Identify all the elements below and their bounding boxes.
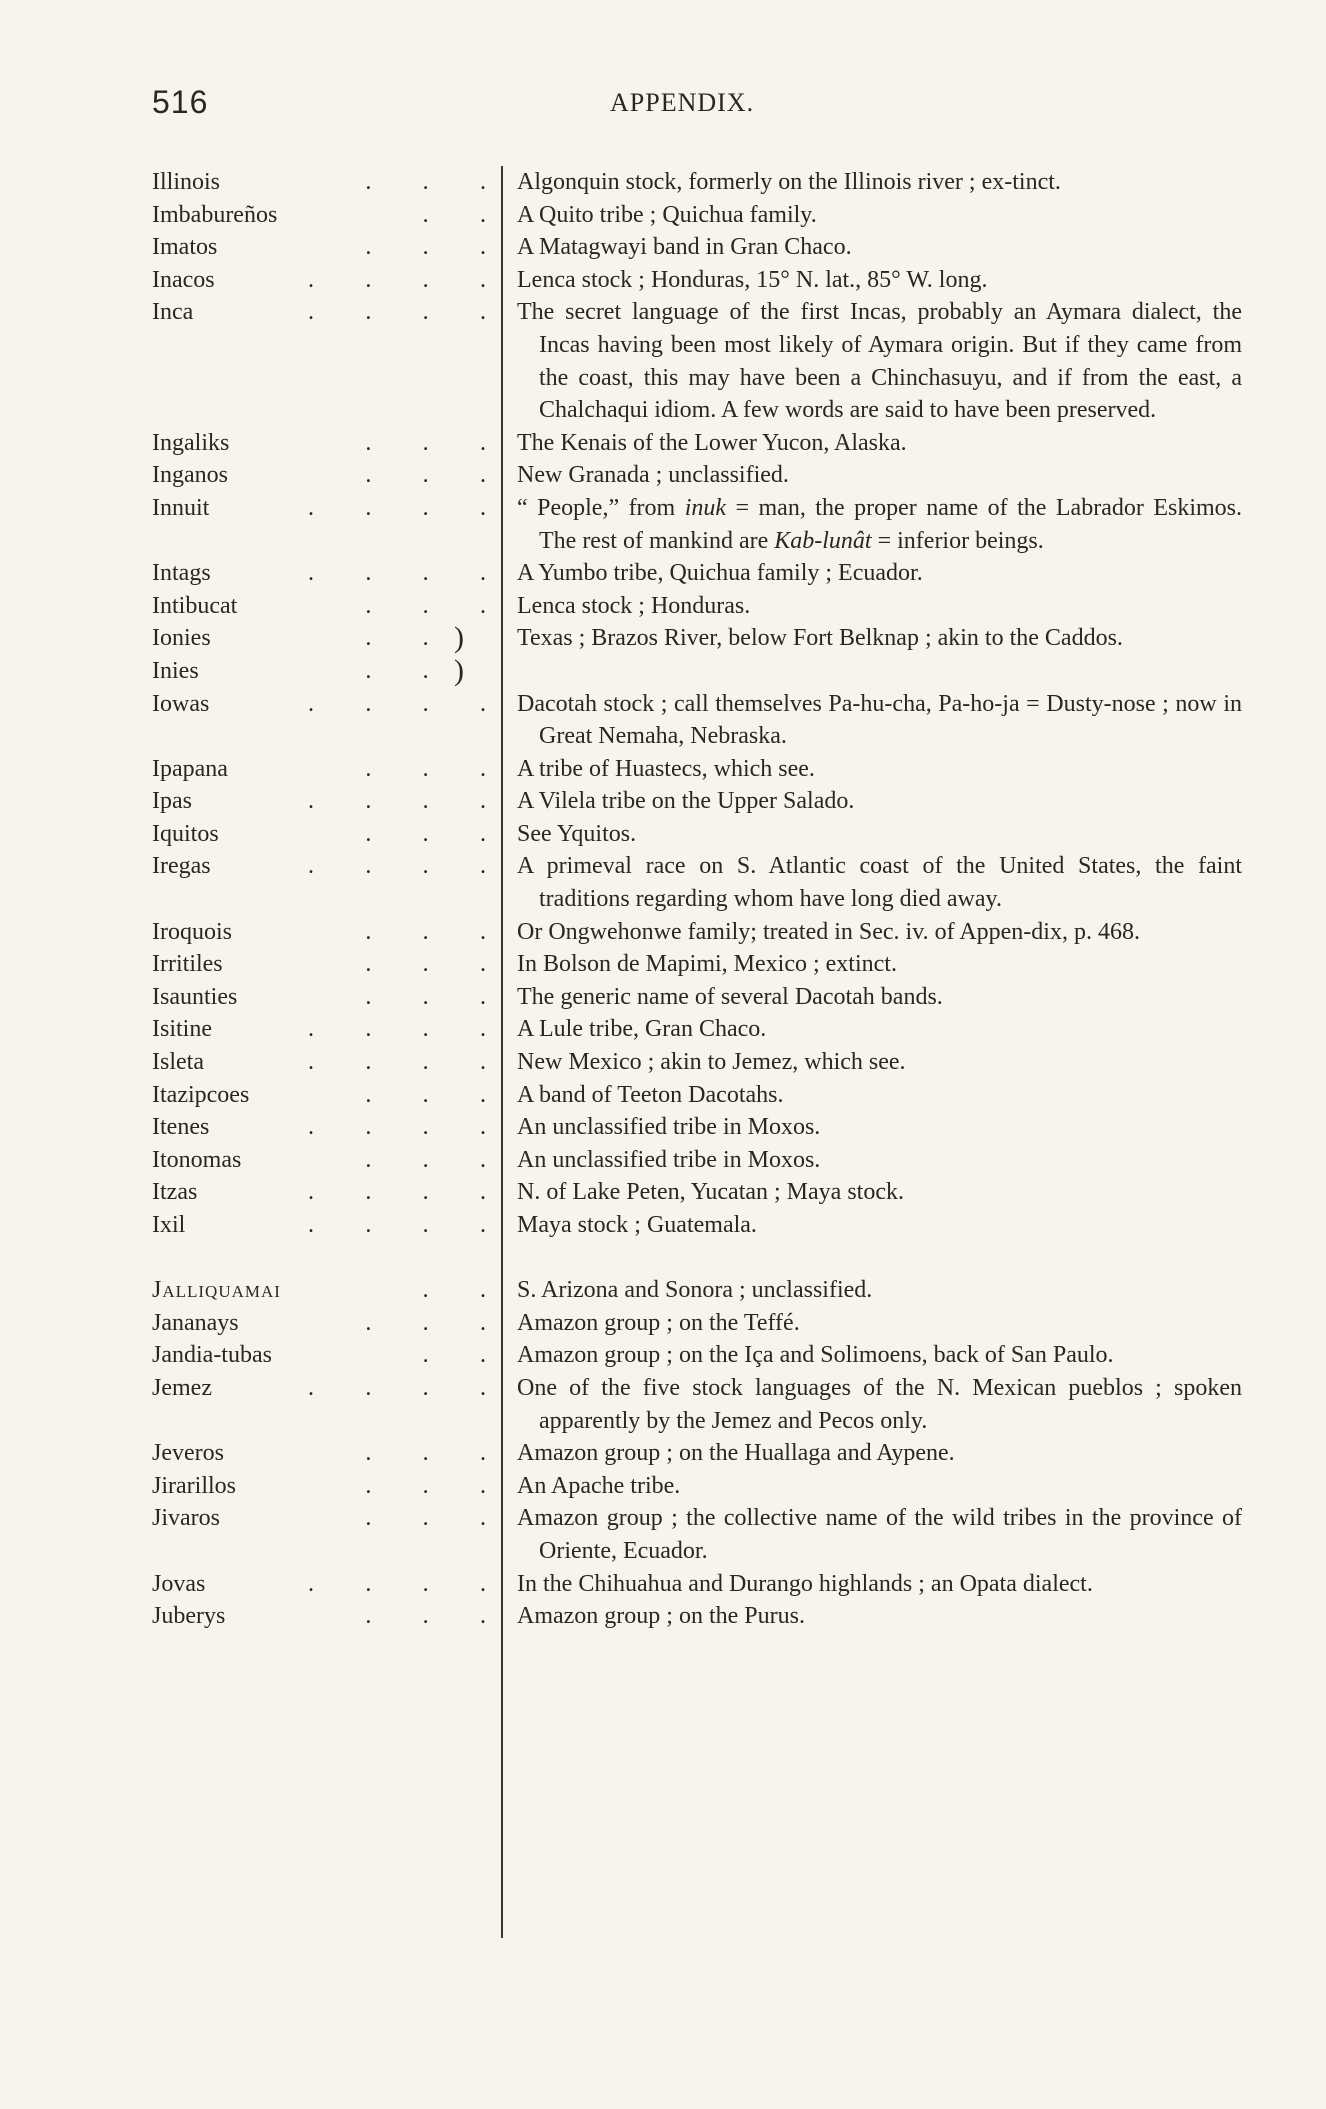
- definition: Amazon group ; on the Huallaga and Aypene.: [517, 1440, 955, 1467]
- definition: A Vilela tribe on the Upper Salado.: [517, 788, 855, 815]
- dot-leader: . . . .: [308, 1212, 486, 1238]
- definition: The secret language of the first Incas, probably an Aymara dialect, the Incas having been most likely of Aymara origin. But if they came from the coast, this may have been a Chinchasuyu, and if from the east, a Chalchaqui idiom. A few words are said to have been preserved.: [517, 299, 1242, 424]
- entry-intags: [152, 557, 1242, 590]
- dot-leader: . . . .: [308, 788, 486, 815]
- entry-inca: [152, 296, 1242, 426]
- dot-leader: . .: [365, 625, 429, 652]
- dot-leader: . . . .: [308, 1374, 486, 1401]
- dot-leader: . . .: [365, 918, 486, 945]
- entry-jovas: [152, 1568, 1242, 1601]
- dot-leader: . . . .: [308, 853, 486, 880]
- definition: Algonquin stock, formerly on the Illinois river ; ex-tinct.: [517, 169, 1061, 195]
- definition: Amazon group ; on the Teffé.: [517, 1309, 800, 1336]
- entry-imatos: [152, 231, 1242, 264]
- dot-leader: . .: [422, 1277, 486, 1304]
- term: Ipas: [152, 788, 192, 815]
- definition: In Bolson de Mapimi, Mexico ; extinct.: [517, 951, 897, 978]
- term: Inca: [152, 299, 194, 326]
- definition: Or Ongwehonwe family; treated in Sec. iv. of Appen-dix, p. 468.: [517, 918, 1140, 945]
- dot-leader: . . . .: [308, 1016, 486, 1043]
- entry-jeveros: [152, 1437, 1242, 1470]
- entry-ipapana: [152, 753, 1242, 786]
- dot-leader: . .: [422, 201, 486, 228]
- dot-leader: . . .: [365, 169, 486, 195]
- term: Itenes: [152, 1114, 210, 1141]
- definition: Maya stock ; Guatemala.: [517, 1212, 757, 1238]
- entry-isleta: [152, 1046, 1242, 1079]
- entry-jandia-tubas: [152, 1339, 1242, 1372]
- definition: A Yumbo tribe, Quichua family ; Ecuador.: [517, 560, 923, 587]
- definition: The generic name of several Dacotah bands.: [517, 983, 943, 1010]
- entry-ixil: [152, 1209, 1242, 1242]
- entry-itazipcoes: [152, 1079, 1242, 1112]
- entry-jalliquamai: [152, 1274, 1242, 1307]
- entry-inganos: [152, 459, 1242, 492]
- term: Jovas: [152, 1570, 206, 1597]
- definition: An Apache tribe.: [517, 1472, 681, 1499]
- entry-innuit: [152, 492, 1242, 557]
- definition: A band of Teeton Dacotahs.: [517, 1081, 784, 1108]
- entry-inacos: [152, 264, 1242, 297]
- entry-iowas: [152, 688, 1242, 753]
- entry-itonomas: [152, 1144, 1242, 1177]
- entry-iregas: [152, 850, 1242, 915]
- definition: In the Chihuahua and Durango highlands ; an Opata dialect.: [517, 1570, 1093, 1597]
- entry-isitine: [152, 1013, 1242, 1046]
- dot-leader: . . .: [365, 820, 486, 847]
- running-head: APPENDIX.: [610, 88, 755, 117]
- term: Jemez: [152, 1374, 212, 1401]
- brace: ): [454, 621, 464, 655]
- term: Itzas: [152, 1179, 198, 1206]
- definition: The Kenais of the Lower Yucon, Alaska.: [517, 429, 907, 456]
- entry-itenes: [152, 1111, 1242, 1144]
- entry-jivaros: [152, 1502, 1242, 1567]
- definition: A tribe of Huastecs, which see.: [517, 755, 815, 782]
- dot-leader: . . . .: [308, 1570, 486, 1597]
- term: Jananays: [152, 1309, 239, 1336]
- entry-jirarillos: [152, 1470, 1242, 1503]
- entry-iroquois: [152, 916, 1242, 949]
- entry-jananays: [152, 1307, 1242, 1340]
- dot-leader: . . .: [365, 1440, 486, 1467]
- dot-leader: . . .: [365, 429, 486, 456]
- glossary-entries: [152, 166, 1242, 1633]
- term: Inacos: [152, 266, 215, 293]
- entry-ingaliks: [152, 427, 1242, 460]
- term: Jalliquamai: [152, 1277, 281, 1304]
- definition: New Granada ; unclassified.: [517, 462, 789, 489]
- term: Ixil: [152, 1212, 186, 1238]
- definition: Amazon group ; the collective name of the wild tribes in the province of Oriente, Ecuador.: [517, 1505, 1242, 1564]
- dot-leader: . . . .: [308, 494, 486, 521]
- definition: An unclassified tribe in Moxos.: [517, 1114, 821, 1141]
- term: Intibucat: [152, 592, 238, 619]
- term: Ipapana: [152, 755, 228, 782]
- definition: Texas ; Brazos River, below Fort Belknap ; akin to the Caddos.: [517, 625, 1123, 652]
- term: Imatos: [152, 234, 218, 261]
- term: Itonomas: [152, 1146, 242, 1173]
- entry-illinois: [152, 166, 1242, 199]
- term: Isaunties: [152, 983, 238, 1010]
- term: Iroquois: [152, 918, 232, 945]
- entry-isaunties: [152, 981, 1242, 1014]
- brace: ): [454, 653, 464, 687]
- entry-juberys: [152, 1600, 1242, 1633]
- definition: Amazon group ; on the Iça and Solimoens, back of San Paulo.: [517, 1342, 1114, 1369]
- definition: Dacotah stock ; call themselves Pa-hu-cha, Pa-ho-ja = Dusty-nose ; now in Great Nemaha, Nebraska.: [517, 690, 1242, 750]
- dot-leader: . . . .: [308, 299, 486, 326]
- dot-leader: . . .: [365, 1309, 486, 1336]
- term: Itazipcoes: [152, 1081, 250, 1108]
- dot-leader: . . .: [365, 1505, 486, 1532]
- dot-leader: . . .: [365, 755, 486, 782]
- page-header: [152, 84, 1242, 124]
- dot-leader: . . .: [365, 1081, 486, 1108]
- definition: New Mexico ; akin to Jemez, which see.: [517, 1049, 906, 1076]
- term: Irritiles: [152, 951, 223, 978]
- term: Isleta: [152, 1049, 204, 1076]
- definition: [517, 622, 1242, 687]
- term: Ingaliks: [152, 429, 230, 456]
- dot-leader: . . .: [365, 1146, 486, 1173]
- entry-itzas: [152, 1176, 1242, 1209]
- term: Jeveros: [152, 1440, 224, 1467]
- definition: One of the five stock languages of the N. Mexican pueblos ; spoken apparently by the Jemez and Pecos only.: [517, 1374, 1242, 1434]
- definition: A Matagwayi band in Gran Chaco.: [517, 234, 852, 261]
- term: Innuit: [152, 494, 210, 521]
- definition: A Lule tribe, Gran Chaco.: [517, 1016, 767, 1043]
- term: Iquitos: [152, 820, 219, 847]
- dot-leader: . . .: [365, 234, 486, 261]
- dot-leader: . . .: [365, 951, 486, 978]
- dot-leader: . . . .: [308, 1049, 486, 1076]
- term: Iregas: [152, 853, 211, 880]
- term: Juberys: [152, 1603, 226, 1630]
- dot-leader: . . . .: [308, 1114, 486, 1141]
- entry-intibucat: [152, 590, 1242, 623]
- definition: Lenca stock ; Honduras, 15° N. lat., 85° W. long.: [517, 266, 988, 293]
- dot-leader: . . . .: [308, 560, 486, 587]
- entry-jemez: [152, 1372, 1242, 1437]
- dot-leader: . . . .: [308, 266, 486, 293]
- entry-ipas: [152, 785, 1242, 818]
- entry-iquitos: [152, 818, 1242, 851]
- term: Isitine: [152, 1016, 212, 1043]
- term: Jandia-tubas: [152, 1342, 272, 1369]
- term: Illinois: [152, 169, 221, 195]
- term: Inies: [152, 657, 199, 684]
- term: Imbabureños: [152, 201, 278, 228]
- entry-irritiles: [152, 948, 1242, 981]
- term: Intags: [152, 560, 211, 587]
- dot-leader: . . .: [365, 983, 486, 1010]
- dot-leader: . . .: [365, 592, 486, 619]
- dot-leader: . . .: [365, 1603, 486, 1630]
- dot-leader: . . .: [365, 462, 486, 489]
- dot-leader: . . . .: [308, 690, 486, 717]
- definition: “ People,” from inuk = man, the proper name of the Labrador Eskimos. The rest of mankind are Kab-lunât = inferior beings.: [517, 494, 1242, 554]
- term: Inganos: [152, 462, 228, 489]
- definition: A Quito tribe ; Quichua family.: [517, 201, 817, 228]
- term: Jirarillos: [152, 1472, 236, 1499]
- term: Jivaros: [152, 1505, 220, 1532]
- definition: An unclassified tribe in Moxos.: [517, 1146, 821, 1173]
- term: Ionies: [152, 625, 211, 652]
- definition: A primeval race on S. Atlantic coast of the United States, the faint traditions regarding whom have long died away.: [517, 853, 1242, 913]
- dot-leader: . .: [422, 1342, 486, 1369]
- definition: Lenca stock ; Honduras.: [517, 592, 751, 619]
- dot-leader: . .: [365, 657, 429, 684]
- dot-leader: . . .: [365, 1472, 486, 1499]
- term: Iowas: [152, 690, 210, 717]
- page-number: 516: [152, 84, 209, 120]
- definition: Amazon group ; on the Purus.: [517, 1603, 805, 1630]
- definition: N. of Lake Peten, Yucatan ; Maya stock.: [517, 1179, 904, 1206]
- dot-leader: . . . .: [308, 1179, 486, 1206]
- definition: See Yquitos.: [517, 820, 637, 847]
- definition: S. Arizona and Sonora ; unclassified.: [517, 1277, 873, 1304]
- entry-imbaburenos: [152, 199, 1242, 232]
